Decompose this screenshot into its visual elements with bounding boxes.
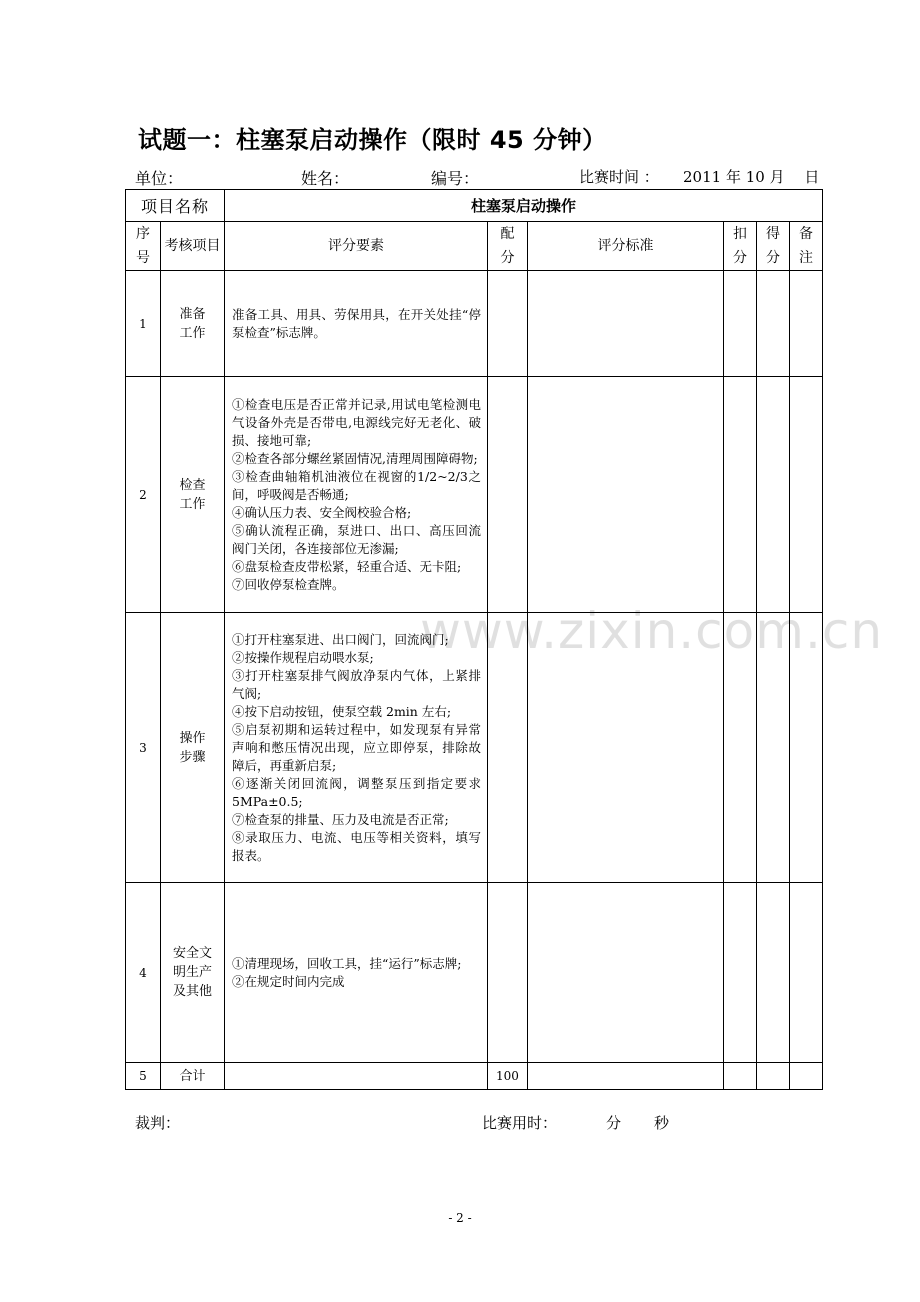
row-seq: 4 — [126, 883, 161, 1063]
row-score — [757, 377, 790, 613]
judge-label: 裁判： — [135, 1114, 181, 1132]
page-title: 试题一：柱塞泵启动操作（限时 45 分钟） — [138, 126, 607, 154]
table-row — [126, 271, 823, 377]
minutes-unit: 分 — [606, 1114, 622, 1132]
requirement-line: ②检查各部分螺丝紧固情况,清理周围障碍物; — [232, 450, 478, 466]
score-sheet-table — [125, 189, 823, 1090]
header-deduct: 扣 分 — [724, 222, 757, 271]
row-criteria — [528, 883, 724, 1063]
row-requirements — [225, 613, 488, 883]
row-seq: 1 — [126, 271, 161, 377]
time-label: 比赛时间 ： — [579, 168, 659, 186]
header-remarks: 备 注 — [790, 222, 823, 271]
requirement-line: ①清理现场，回收工具，挂“运行”标志牌; — [232, 955, 462, 971]
header-requirements: 评分要素 — [225, 222, 488, 271]
row-seq: 5 — [126, 1063, 161, 1090]
row-points — [488, 613, 528, 883]
requirement-line: ⑥逐渐关闭回流阀，调整泵压到指定要求 5MPa±0.5; — [232, 775, 482, 809]
row-requirements — [225, 1063, 488, 1090]
requirement-line: ②按操作规程启动喂水泵; — [232, 649, 374, 665]
requirement-line: ③检查曲轴箱机油液位在视窗的1/2~2/3之间，呼吸阀是否畅通; — [232, 468, 482, 502]
date-text: 2011 年 10 月 日 — [683, 168, 820, 186]
table-row — [126, 613, 823, 883]
seconds-unit: 秒 — [654, 1114, 670, 1132]
row-deduct — [724, 883, 757, 1063]
row-item: 准备 工作 — [161, 271, 225, 377]
row-requirements — [225, 271, 488, 377]
header-item: 考核项目 — [161, 222, 225, 271]
row-deduct — [724, 271, 757, 377]
header-points: 配 分 — [488, 222, 528, 271]
row-remarks — [790, 377, 823, 613]
row-seq: 3 — [126, 613, 161, 883]
row-score — [757, 1063, 790, 1090]
requirement-line: ①检查电压是否正常并记录,用试电笔检测电气设备外壳是否带电,电源线完好无老化、破损、接地可靠; — [232, 396, 482, 448]
total-row — [126, 1063, 823, 1090]
project-name-row — [126, 190, 823, 222]
row-criteria — [528, 377, 724, 613]
info-line — [135, 166, 825, 188]
time-used-label: 比赛用时： — [482, 1114, 558, 1132]
row-score — [757, 613, 790, 883]
header-seq: 序 号 — [126, 222, 161, 271]
row-item: 操作 步骤 — [161, 613, 225, 883]
table-row — [126, 883, 823, 1063]
row-criteria — [528, 1063, 724, 1090]
requirement-line: ⑧录取压力、电流、电压等相关资料，填写报表。 — [232, 829, 482, 863]
requirement-line: ④确认压力表、安全阀校验合格; — [232, 504, 412, 520]
row-seq: 2 — [126, 377, 161, 613]
header-row — [126, 222, 823, 271]
row-points — [488, 377, 528, 613]
row-points — [488, 883, 528, 1063]
row-deduct — [724, 1063, 757, 1090]
row-remarks — [790, 271, 823, 377]
row-score — [757, 883, 790, 1063]
row-deduct — [724, 613, 757, 883]
row-criteria — [528, 613, 724, 883]
requirement-line: ⑤启泵初期和运转过程中，如发现泵有异常声响和憋压情况出现，应立即停泵，排除故障后，再重新启泵; — [232, 721, 482, 773]
row-item: 安全文 明生产 及其他 — [161, 883, 225, 1063]
row-remarks — [790, 883, 823, 1063]
row-item: 合计 — [161, 1063, 225, 1090]
requirement-line: ③打开柱塞泵排气阀放净泵内气体，上紧排气阀; — [232, 667, 482, 701]
row-requirements — [225, 883, 488, 1063]
watermark: www.zixin.com.cn — [420, 602, 884, 660]
number-label: 编号： — [431, 169, 480, 188]
requirement-line: ⑥盘泵检查皮带松紧，轻重合适、无卡阻; — [232, 558, 462, 574]
requirement-line: ②在规定时间内完成 — [232, 973, 345, 989]
requirement-line: ④按下启动按钮，使泵空载 2min 左右; — [232, 703, 452, 719]
row-points — [488, 271, 528, 377]
row-points: 100 — [488, 1063, 528, 1090]
row-remarks — [790, 1063, 823, 1090]
requirement-line: ⑦回收停泵检查牌。 — [232, 576, 345, 592]
project-name-label: 项目名称 — [126, 190, 225, 222]
requirement-line: ①打开柱塞泵进、出口阀门，回流阀门; — [232, 631, 449, 647]
row-item: 检查 工作 — [161, 377, 225, 613]
page-number: - 2 - — [448, 1211, 472, 1225]
header-criteria: 评分标准 — [528, 222, 724, 271]
name-label: 姓名： — [301, 169, 350, 188]
row-requirements — [225, 377, 488, 613]
row-criteria — [528, 271, 724, 377]
row-deduct — [724, 377, 757, 613]
table-row — [126, 377, 823, 613]
project-name: 柱塞泵启动操作 — [225, 190, 823, 222]
footer — [135, 1112, 735, 1132]
unit-label: 单位： — [135, 169, 184, 188]
header-score: 得 分 — [757, 222, 790, 271]
requirement-line: ⑤确认流程正确，泵进口、出口、高压回流阀门关闭，各连接部位无渗漏; — [232, 522, 482, 556]
requirement-line: 准备工具、用具、劳保用具，在开关处挂“停泵检查”标志牌。 — [232, 306, 482, 340]
row-score — [757, 271, 790, 377]
row-remarks — [790, 613, 823, 883]
requirement-line: ⑦检查泵的排量、压力及电流是否正常; — [232, 811, 449, 827]
